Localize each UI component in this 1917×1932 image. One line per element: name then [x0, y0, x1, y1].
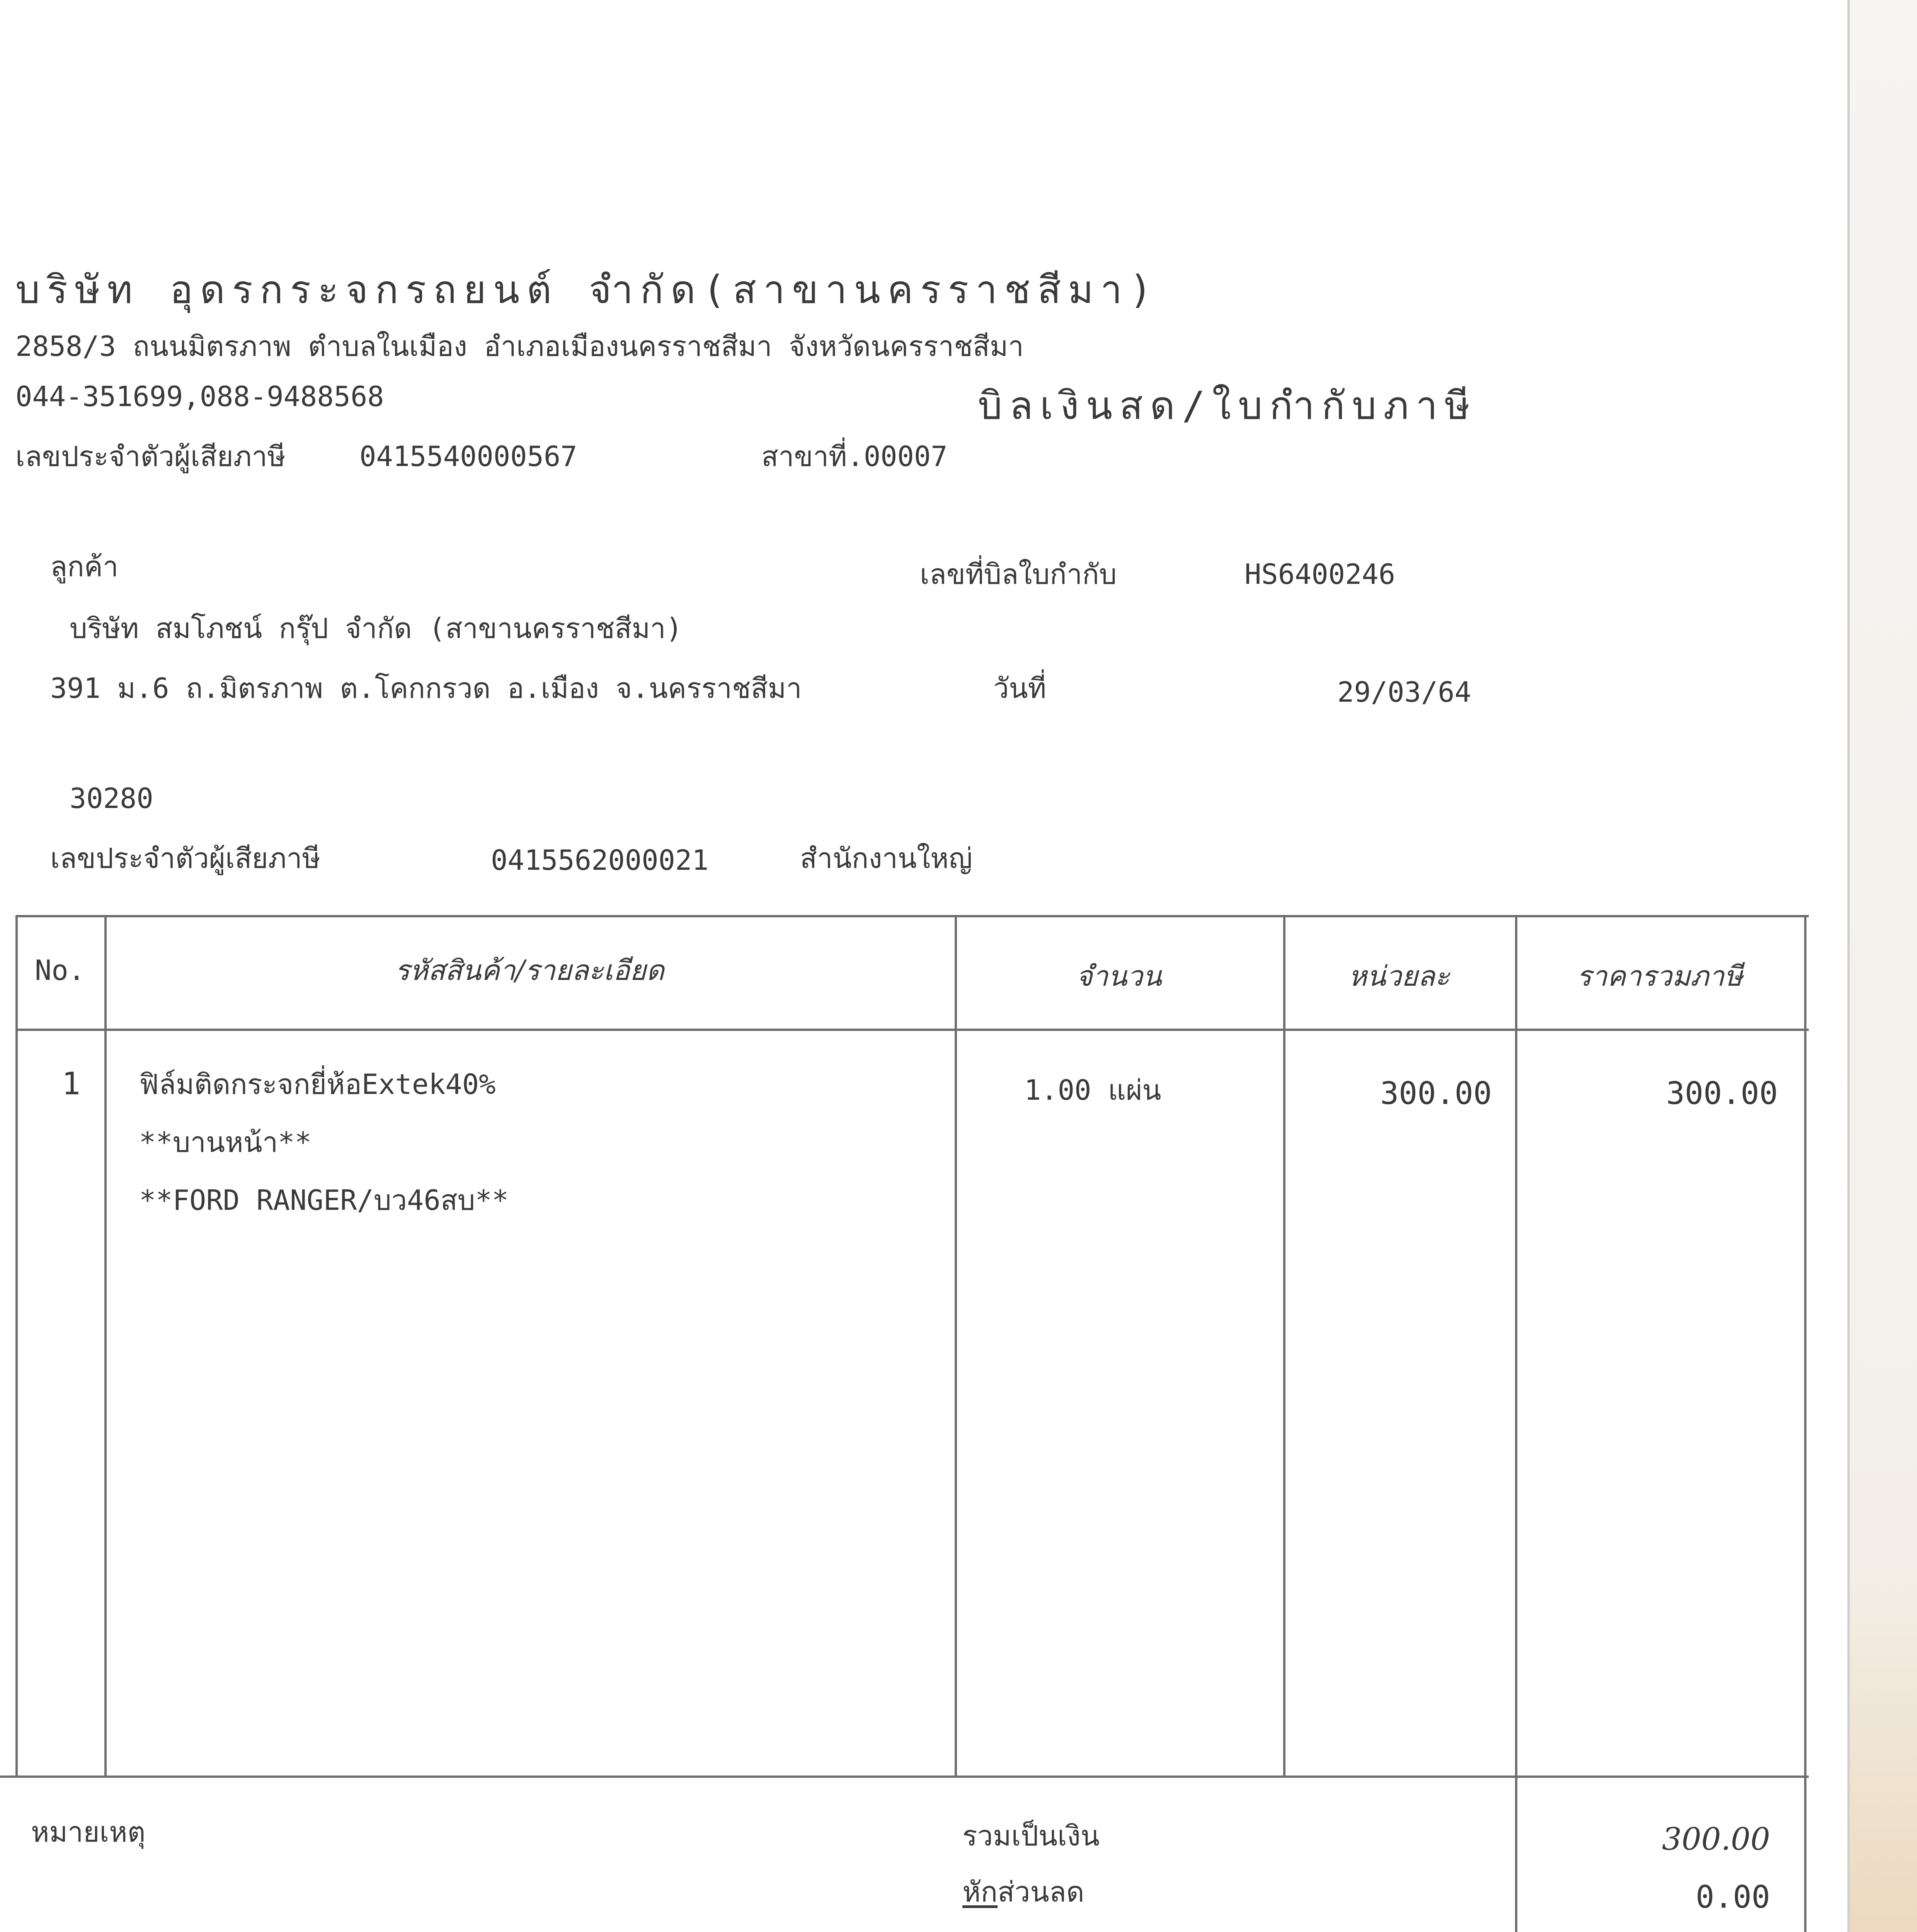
discount-value: 0.00	[1696, 1879, 1770, 1915]
table-right-border	[1804, 915, 1806, 1932]
company-branch: สาขาที่.00007	[761, 440, 948, 473]
scan-edge-right	[1850, 0, 1917, 1932]
col-header-amount: ราคารวมภาษี	[1577, 960, 1743, 992]
col-header-quantity: จำนวน	[1076, 960, 1162, 992]
col-header-description: รหัสสินค้า/รายละเอียด	[395, 954, 664, 986]
subtotal-value: 300.00	[1662, 1821, 1770, 1857]
col-header-unit-price: หน่วยละ	[1348, 960, 1450, 992]
table-body-bottom-rule	[0, 1776, 1809, 1778]
table-row-quantity: 1.00 แผ่น	[1024, 1074, 1161, 1106]
remark-label: หมายเหตุ	[31, 1816, 146, 1848]
table-col-divider-3	[1283, 915, 1285, 1777]
discount-label	[962, 1878, 1084, 1906]
company-tax-id: 0415540000567	[359, 440, 577, 473]
document-title: บิลเงินสด/ใบกำกับภาษี	[978, 383, 1477, 428]
customer-label: ลูกค้า	[50, 550, 119, 583]
table-row-detail-2: **FORD RANGER/บว46สบ**	[139, 1184, 509, 1216]
customer-office: สำนักงานใหญ่	[800, 842, 972, 874]
customer-tax-id-label: เลขประจำตัวผู้เสียภาษี	[50, 842, 321, 874]
table-col-divider-2	[955, 915, 957, 1777]
discount-prefix: หัก	[962, 1876, 998, 1908]
discount-text: ส่วนลด	[998, 1876, 1084, 1908]
customer-postcode: 30280	[70, 782, 153, 815]
table-row-no: 1	[62, 1066, 81, 1102]
table-top-rule	[15, 915, 1809, 917]
company-phone: 044-351699,088-9488568	[15, 380, 384, 413]
col-header-no: No.	[34, 954, 85, 986]
table-row-detail-1: **บานหน้า**	[139, 1126, 312, 1158]
invoice-date-label: วันที่	[993, 672, 1047, 704]
customer-tax-id: 0415562000021	[491, 844, 709, 876]
invoice-date: 29/03/64	[1337, 676, 1471, 708]
table-col-divider-1	[104, 915, 107, 1777]
table-row-unit-price: 300.00	[1380, 1075, 1492, 1111]
customer-address: 391 ม.6 ถ.มิตรภาพ ต.โคกกรวด อ.เมือง จ.นครราชสีมา	[50, 672, 802, 704]
table-header-rule	[15, 1029, 1809, 1031]
table-row-amount: 300.00	[1666, 1075, 1778, 1111]
subtotal-label: รวมเป็นเงิน	[962, 1820, 1100, 1852]
company-name: บริษัท อุดรกระจกรถยนต์ จำกัด(สาขานครราชสีมา)	[15, 267, 1159, 312]
table-col-divider-4	[1515, 915, 1517, 1932]
table-row-description: ฟิล์มติดกระจกยี่ห้อExtek40%	[139, 1068, 496, 1100]
company-address: 2858/3 ถนนมิตรภาพ ตำบลในเมือง อำเภอเมืองนครราชสีมา จังหวัดนครราชสีมา	[15, 330, 1024, 362]
table-left-border	[15, 915, 18, 1777]
invoice-number-label: เลขที่บิลใบกำกับ	[920, 558, 1117, 590]
invoice-number: HS6400246	[1245, 558, 1396, 590]
company-tax-id-label: เลขประจำตัวผู้เสียภาษี	[15, 440, 286, 473]
customer-name: บริษัท สมโภชน์ กรุ๊ป จำกัด (สาขานครราชสีมา)	[70, 612, 683, 645]
